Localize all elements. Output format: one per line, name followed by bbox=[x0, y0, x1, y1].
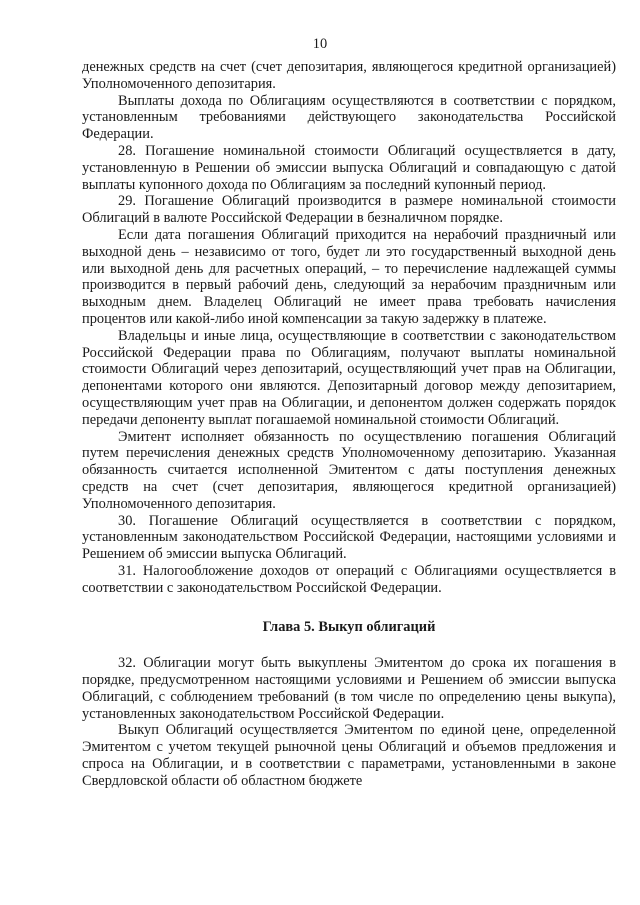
paragraph-coupon-payments: Выплаты дохода по Облигациям осуществляются в соответствии с порядком, установленным требованиями действующего законодательства Российской Федерации. bbox=[82, 92, 616, 143]
paragraph-29: 29. Погашение Облигаций производится в размере номинальной стоимости Облигаций в валюте Российской Федерации в безналичном порядке. bbox=[82, 193, 616, 227]
paragraph-buyback-price: Выкуп Облигаций осуществляется Эмитентом по единой цене, определенной Эмитентом с учетом текущей рыночной цены Облигаций и объемов предложения и спроса на Облигации, и в соответствии с параметрами, установленными в законе Свердловской области об областном бюджете bbox=[82, 722, 616, 789]
paragraph-owners: Владельцы и иные лица, осуществляющие в соответствии с законодательством Российской Федерации права по Облигациям, получают выплаты номинальной стоимости Облигаций через депозитарий, осуществляющий учет прав на Облигации, депонентами которого они являются. Депозитарный договор между депозитарием, осуществляющим учет прав на Облигации, и депонентом должен содержать порядок передачи депоненту выплат погашаемой номинальной стоимости Облигаций. bbox=[82, 327, 616, 428]
page-number: 10 bbox=[312, 36, 328, 52]
paragraph-holiday-rule: Если дата погашения Облигаций приходится на нерабочий праздничный или выходной день – независимо от того, будет ли это государственный выходной день или выходной день для расчетных операций, – то перечисление надлежащей суммы производится в первый рабочий день, следующий за нерабочим праздничным или выходным днем. Владелец Облигаций не имеет права требовать начисления процентов или какой-либо иной компенсации за такую задержку в платеже. bbox=[82, 226, 616, 327]
paragraph-issuer-obligation: Эмитент исполняет обязанность по осуществлению погашения Облигаций путем перечисления денежных средств Уполномоченному депозитарию. Указанная обязанность считается исполненной Эмитентом с даты поступления денежных средств на счет (счет депозитария, являющегося кредитной организацией) Уполномоченного депозитария. bbox=[82, 428, 616, 512]
page-body bbox=[82, 59, 616, 790]
paragraph-30: 30. Погашение Облигаций осуществляется в соответствии с порядком, установленным законодательством Российской Федерации, настоящими условиями и Решением об эмиссии выпуска Облигаций. bbox=[82, 512, 616, 563]
chapter-title: Глава 5. Выкуп облигаций bbox=[262, 618, 436, 635]
paragraph-31: 31. Налогообложение доходов от операций с Облигациями осуществляется в соответствии с законодательством Российской Федерации. bbox=[82, 562, 616, 596]
paragraph-32: 32. Облигации могут быть выкуплены Эмитентом до срока их погашения в порядке, предусмотренном настоящими условиями и Решением об эмиссии выпуска Облигаций, с соблюдением требований (в том числе по определению цены выкупа), установленных законодательством Российской Федерации. bbox=[82, 655, 616, 722]
paragraph-28: 28. Погашение номинальной стоимости Облигаций осуществляется в дату, установленную в Решении об эмиссии выпуска Облигаций и совпадающую с датой выплаты купонного дохода по Облигациям за последний купонный период. bbox=[82, 142, 616, 193]
paragraph-continuation: денежных средств на счет (счет депозитария, являющегося кредитной организацией) Уполномоченного депозитария. bbox=[82, 59, 616, 92]
